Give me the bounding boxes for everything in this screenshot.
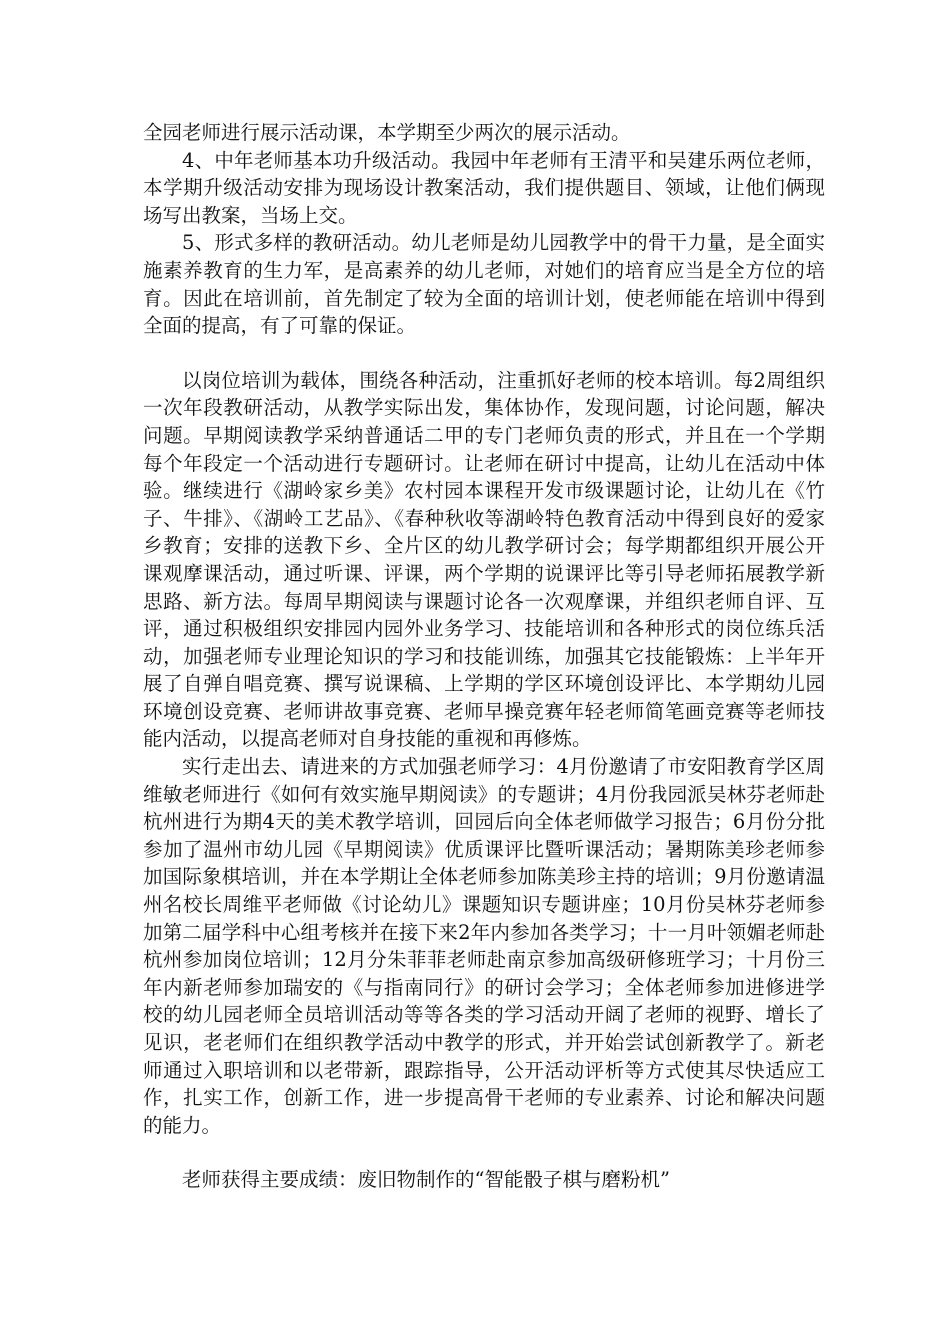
paragraph-continuation: 全园老师进行展示活动课，本学期至少两次的展示活动。 [143, 121, 631, 144]
document-body [143, 119, 825, 1194]
paragraph-achievements: 老师获得主要成绩：废旧物制作的“智能骰子棋与磨粉机” [182, 1168, 670, 1192]
paragraph-external-learning: 实行走出去、请进来的方式加强老师学习：4月份邀请了市安阳教育学区周维敏老师进行《如何有效实施早期阅读》的专题讲；4月份我园派吴林芬老师赴杭州进行为期4天的美术教学培训，回园后向全体老师做学习报告；6月份分批参加了温州市幼儿园《早期阅读》优质课评比暨听课活动；暑期陈美珍老师参加国际象棋培训，并在本学期让全体老师参加陈美珍主持的培训；9月份邀请温州名校长周维平老师做《讨论幼儿》课题知识专题讲座；10月份吴林芬老师参加第二届学科中心组考核并在接下来2年内参加各类学习；十一月叶领媚老师赴杭州参加岗位培训；12月分朱菲菲老师赴南京参加高级研修班学习；十月份三年内新老师参加瑞安的《与指南同行》的研讨会学习；全体老师参加进修进学校的幼儿园老师全员培训活动等等各类的学习活动开阔了老师的视野、增长了见识，老老师们在组织教学活动中教学的形式，并开始尝试创新教学了。新老师通过入职培训和以老带新，跟踪指导，公开活动评析等方式使其尽快适应工作，扎实工作，创新工作，进一步提高骨干老师的专业素养、讨论和解决问题的能力。 [143, 755, 825, 1137]
paragraph-item-4: 4、中年老师基本功升级活动。我园中年老师有王清平和吴建乐两位老师，本学期升级活动安排为现场设计教案活动，我们提供题目、领域，让他们俩现场写出教案，当场上交。 [143, 148, 825, 227]
paragraph-school-training: 以岗位培训为载体，围绕各种活动，注重抓好老师的校本培训。每2周组织一次年段教研活动，从教学实际出发，集体协作，发现问题，讨论问题，解决问题。早期阅读教学采纳普通话二甲的专门老师负责的形式，并且在一个学期每个年段定一个活动进行专题研讨。让老师在研讨中提高，让幼儿在活动中体验。继续进行《湖岭家乡美》农村园本课程开发市级课题讨论，让幼儿在《竹子、牛排》、《湖岭工艺品》、《春种秋收等湖岭特色教育活动中得到良好的爱家乡教育；安排的送教下乡、全片区的幼儿教学研讨会；每学期都组织开展公开课观摩课活动，通过听课、评课，两个学期的说课评比等引导老师拓展教学新思路、新方法。每周早期阅读与课题讨论各一次观摩课，并组织老师自评、互评，通过积极组织安排园内园外业务学习、技能培训和各种形式的岗位练兵活动，加强老师专业理论知识的学习和技能训练，加强其它技能锻炼：上半年开展了自弹自唱竞赛、撰写说课稿、上学期的学区环境创设评比、本学期幼儿园环境创设竞赛、老师讲故事竞赛、老师早操竞赛年轻老师简笔画竞赛等老师技能内活动，以提高老师对自身技能的重视和再修炼。 [143, 368, 825, 751]
paragraph-item-5: 5、形式多样的教研活动。幼儿老师是幼儿园教学中的骨干力量，是全面实施素养教育的生力军，是高素养的幼儿老师，对她们的培育应当是全方位的培育。因此在培训前，首先制定了较为全面的培训计划，使老师能在培训中得到全面的提高，有了可靠的保证。 [143, 231, 825, 338]
